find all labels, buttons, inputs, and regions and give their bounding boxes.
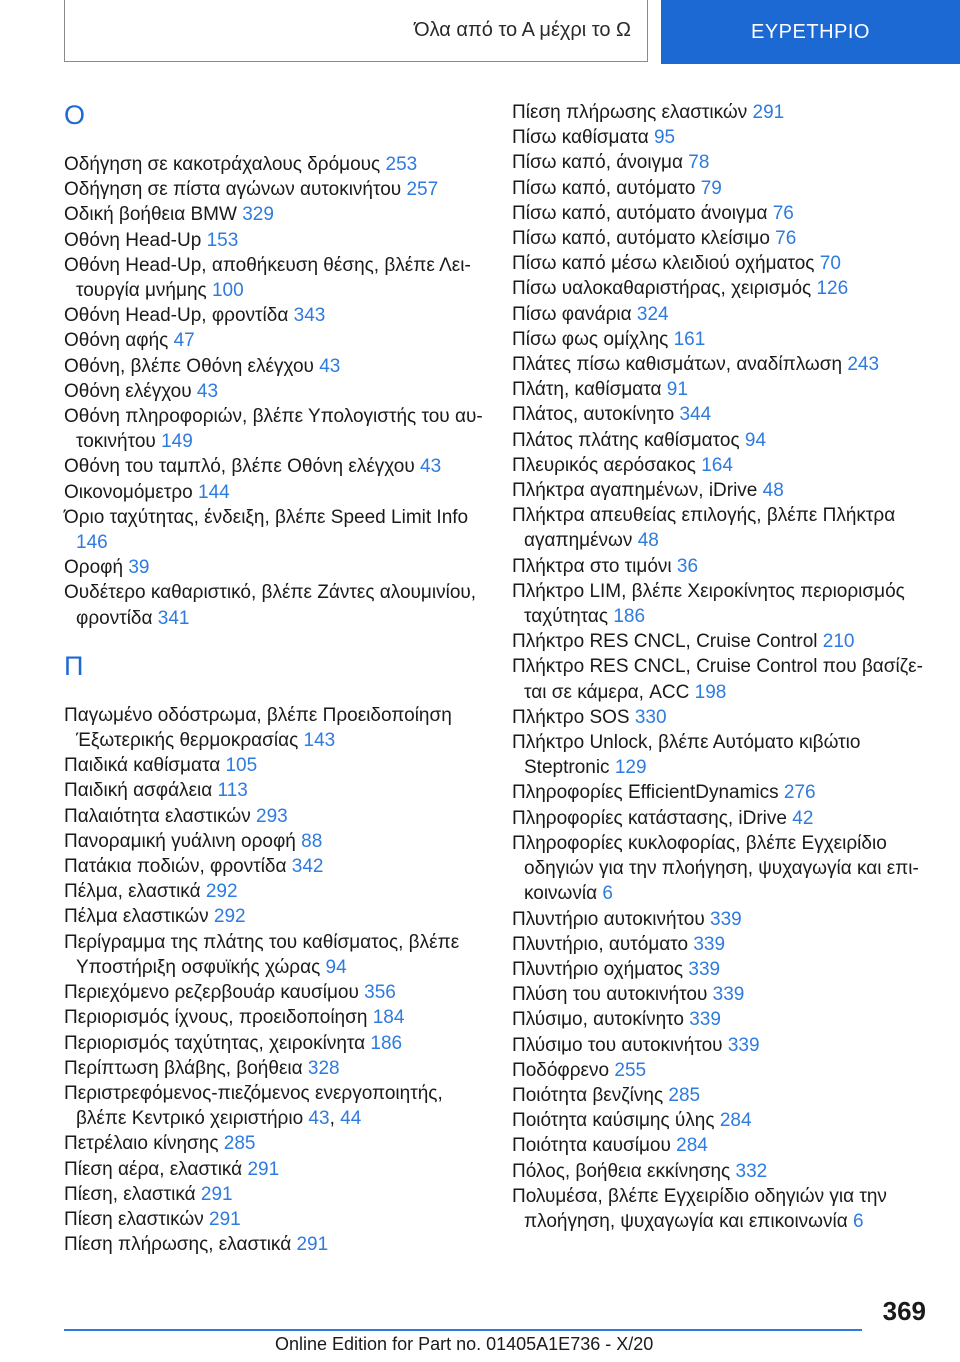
index-entry-text: Οθόνη του ταμπλό, βλέπε Οθόνη ελέγχου bbox=[64, 456, 420, 478]
index-entry-text: Πίσω καπό, αυτόματο κλείσιμο bbox=[512, 228, 776, 250]
index-entry bbox=[512, 1007, 932, 1032]
index-entry-text: Οθόνη, βλέπε Οθόνη ελέγχου bbox=[64, 355, 320, 377]
index-entry bbox=[64, 854, 484, 879]
index-entry bbox=[64, 1182, 484, 1207]
index-entry bbox=[64, 904, 484, 929]
index-entry-text: Πλήκτρο RES CNCL, Cruise Control bbox=[512, 631, 823, 653]
page-reference-link[interactable]: 39 bbox=[128, 557, 150, 579]
index-entry bbox=[512, 730, 932, 780]
index-entry bbox=[512, 302, 932, 327]
entry-list-o bbox=[64, 152, 484, 631]
page-reference-link[interactable]: 43 bbox=[420, 456, 442, 478]
index-entry-text: Οδική βοήθεια BMW bbox=[64, 204, 243, 226]
index-entry-text: Πόλος, βοήθεια εκκίνησης bbox=[512, 1160, 736, 1182]
page-reference-link[interactable]: 284 bbox=[719, 1110, 752, 1132]
page-reference-link[interactable]: 329 bbox=[242, 204, 274, 226]
index-entry-text: Παιδικά καθίσματα bbox=[64, 755, 226, 777]
index-entry-text: Πίσω υαλοκαθαριστήρας, χειρισμός bbox=[512, 278, 817, 300]
index-entry bbox=[512, 1184, 932, 1234]
page-reference-link[interactable]: 344 bbox=[679, 404, 712, 426]
page-reference-link[interactable]: 186 bbox=[370, 1032, 403, 1054]
index-entry-text: Πλήκτρο RES CNCL, Cruise Control που βασίζεται σε κάμερα, ACC bbox=[512, 656, 923, 703]
page-reference-link[interactable]: 339 bbox=[712, 984, 745, 1006]
index-entry-text: Πλυντήριο, αυτόματο bbox=[512, 933, 694, 955]
index-entry bbox=[512, 982, 932, 1007]
index-entry bbox=[64, 505, 484, 555]
index-entry-text: Πέλμα, ελαστικά bbox=[64, 881, 206, 903]
page-reference-link[interactable]: 143 bbox=[303, 730, 336, 752]
page-reference-link[interactable]: 356 bbox=[364, 982, 396, 1004]
index-entry-text: Πλάτη, καθίσματα bbox=[512, 379, 667, 401]
index-entry-text: Ποδόφρενο bbox=[512, 1059, 615, 1081]
page-reference-link[interactable]: 339 bbox=[693, 933, 726, 955]
index-entry bbox=[512, 780, 932, 805]
page-reference-link[interactable]: 164 bbox=[701, 454, 733, 476]
index-entry-text: Πληροφορίες EfficientDynamics bbox=[512, 782, 784, 804]
page-reference-link[interactable]: 253 bbox=[385, 154, 418, 175]
page-reference-link[interactable]: 292 bbox=[213, 906, 246, 928]
page-reference-link[interactable]: 79 bbox=[700, 177, 722, 199]
index-entry-text: Παγωμένο οδόστρωμα, βλέπε Προειδοποίηση Έξωτερικής θερμοκρασίας bbox=[64, 704, 452, 752]
index-entry-text: Πίσω καπό μέσω κλειδιού οχήματος bbox=[512, 253, 820, 275]
page-reference-link[interactable]: 78 bbox=[688, 152, 710, 174]
index-entry bbox=[512, 1058, 932, 1083]
index-entry-text: Οικονομόμετρο bbox=[64, 481, 198, 503]
page-reference-link[interactable]: 291 bbox=[752, 102, 785, 123]
page-reference-link[interactable]: 198 bbox=[694, 681, 727, 703]
page-reference-link[interactable]: 100 bbox=[211, 280, 244, 302]
page-reference-link[interactable]: 285 bbox=[668, 1084, 701, 1106]
page-reference-link[interactable]: 339 bbox=[710, 908, 742, 930]
index-entry bbox=[64, 930, 484, 980]
index-entry bbox=[64, 480, 484, 505]
page-reference-link[interactable]: 257 bbox=[406, 179, 439, 201]
index-entry bbox=[64, 328, 484, 353]
index-entry bbox=[512, 327, 932, 352]
page-reference-link[interactable]: 285 bbox=[223, 1133, 256, 1155]
index-entry-text: Πανοραμική γυάλινη οροφή bbox=[64, 830, 302, 852]
index-entry-text: Πίσω καπό, αυτόματο bbox=[512, 177, 701, 199]
index-entry bbox=[512, 1083, 932, 1108]
page-reference-link[interactable]: 149 bbox=[161, 431, 193, 453]
index-entry bbox=[64, 980, 484, 1005]
index-entry bbox=[512, 276, 932, 301]
index-entry-text: Οθόνη Head-Up, φροντίδα bbox=[64, 305, 294, 327]
page-reference-link[interactable]: 339 bbox=[689, 1009, 721, 1031]
index-entry-text: Πίσω καπό, αυτόματο άνοιγμα bbox=[512, 202, 773, 224]
index-entry bbox=[512, 1033, 932, 1058]
index-entry bbox=[64, 1005, 484, 1030]
index-entry bbox=[64, 379, 484, 404]
index-entry-text: Πίεση αέρα, ελαστικά bbox=[64, 1158, 248, 1180]
index-entry bbox=[512, 831, 932, 907]
index-entry bbox=[64, 177, 484, 202]
index-entry bbox=[512, 1108, 932, 1133]
footer-edition: Online Edition for Part no. 01405A1E736 - X/20 bbox=[275, 1334, 654, 1354]
page-reference-link[interactable]: 291 bbox=[296, 1234, 329, 1256]
breadcrumb-label: Όλα από το Α μέχρι το Ω bbox=[414, 19, 631, 41]
index-entry-text: Πλήκτρα στο τιμόνι bbox=[512, 555, 677, 577]
index-entry bbox=[64, 1081, 484, 1131]
index-entry-text: Οθόνη ελέγχου bbox=[64, 380, 197, 402]
index-column-left bbox=[64, 100, 484, 1257]
index-entry bbox=[64, 454, 484, 479]
index-entry-text: Περιεχόμενο ρεζερβουάρ καυσίμου bbox=[64, 982, 365, 1004]
index-entry bbox=[64, 580, 484, 630]
index-entry-text: Πλάτος πλάτης καθίσματος bbox=[512, 429, 745, 451]
page-reference-link[interactable]: 129 bbox=[614, 757, 647, 779]
index-entry bbox=[512, 705, 932, 730]
page-reference-link[interactable]: 44 bbox=[340, 1108, 362, 1130]
page-reference-link[interactable]: 330 bbox=[634, 706, 667, 728]
page-reference-link[interactable]: 339 bbox=[727, 1034, 760, 1056]
index-entry-text: Πίεση ελαστικών bbox=[64, 1208, 209, 1230]
index-entry-text: Οδήγηση σε κακοτράχαλους δρόμους bbox=[64, 154, 386, 175]
index-entry-text: Ποιότητα καυσίμου bbox=[512, 1135, 677, 1157]
index-entry-text: Πίεση πλήρωσης ελαστικών bbox=[512, 102, 753, 123]
index-entry-text: Περιστρεφόμενος-πιεζόμενος ενεργοποιητής, βλέπε Κεντρικό χειριστήριο bbox=[64, 1082, 443, 1130]
index-entry bbox=[64, 202, 484, 227]
index-entry bbox=[512, 1159, 932, 1184]
page-reference-link[interactable]: 6 bbox=[853, 1210, 864, 1232]
index-entry-text: Πίσω φανάρια bbox=[512, 303, 637, 325]
page-reference-link[interactable]: 339 bbox=[688, 958, 721, 980]
index-entry bbox=[64, 879, 484, 904]
index-entry bbox=[512, 654, 932, 704]
index-entry bbox=[64, 829, 484, 854]
index-entry-text: Πλάτες πίσω καθισμάτων, αναδίπλωση bbox=[512, 354, 848, 376]
index-entry-text: Πλύσιμο, αυτοκίνητο bbox=[512, 1009, 690, 1031]
index-entry bbox=[64, 303, 484, 328]
index-entry-text: Ποιότητα καύσιμης ύλης bbox=[512, 1110, 720, 1132]
index-entry bbox=[64, 1157, 484, 1182]
index-entry bbox=[512, 150, 932, 175]
index-entry bbox=[64, 404, 484, 454]
index-entry-text: Πολυμέσα, βλέπε Εγχειρίδιο οδηγιών για την πλοήγηση, ψυχαγωγία και επικοινωνία bbox=[512, 1185, 887, 1232]
page-reference-link[interactable]: 48 bbox=[637, 530, 659, 552]
page-reference-link[interactable]: 161 bbox=[673, 328, 706, 350]
index-entry bbox=[512, 251, 932, 276]
index-entry bbox=[512, 957, 932, 982]
index-entry bbox=[512, 453, 932, 478]
page-header bbox=[64, 0, 960, 64]
index-entry bbox=[512, 125, 932, 150]
index-entry bbox=[64, 778, 484, 803]
footer-divider bbox=[64, 1329, 862, 1331]
index-column-right bbox=[512, 100, 932, 1234]
index-entry-text: Πλευρικός αερόσακος bbox=[512, 454, 702, 476]
index-entry bbox=[512, 629, 932, 654]
index-entry-text: Πίσω καθίσματα bbox=[512, 127, 654, 149]
page-reference-link[interactable]: 332 bbox=[735, 1160, 768, 1182]
index-entry-text: Οθόνη αφής bbox=[64, 330, 174, 352]
index-entry-text: Πλύσιμο του αυτοκινήτου bbox=[512, 1034, 728, 1056]
index-entry bbox=[64, 753, 484, 778]
page-reference-link[interactable]: 324 bbox=[636, 303, 669, 325]
page-reference-link[interactable]: 76 bbox=[772, 202, 794, 224]
index-entry bbox=[512, 352, 932, 377]
index-entry bbox=[64, 152, 484, 177]
index-entry bbox=[512, 806, 932, 831]
index-entry-text: Οθόνη Head-Up, αποθήκευση θέσης, βλέπε Λειτουργία μνήμης bbox=[64, 254, 471, 302]
page-reference-link[interactable]: 95 bbox=[653, 127, 676, 149]
index-entry bbox=[64, 228, 484, 253]
page-reference-link[interactable]: 292 bbox=[205, 881, 238, 903]
index-entry bbox=[64, 1207, 484, 1232]
index-entry-text: Ουδέτερο καθαριστικό, βλέπε Ζάντες αλουμινίου, φροντίδα bbox=[64, 582, 477, 629]
index-entry-text: Πλήκτρα αγαπημένων, iDrive bbox=[512, 480, 763, 502]
index-entry-text: Περίγραμμα της πλάτης του καθίσματος, βλέπε Υποστήριξη οσφυϊκής χώρας bbox=[64, 931, 460, 978]
index-entry-text: Πλήκτρο Unlock, βλέπε Αυτόματο κιβώτιο Steptronic bbox=[512, 732, 861, 779]
index-entry bbox=[512, 428, 932, 453]
index-entry-text: Ποιότητα βενζίνης bbox=[512, 1084, 669, 1106]
page-reference-link[interactable]: 210 bbox=[822, 631, 855, 653]
page-reference-link[interactable]: 43 bbox=[196, 380, 219, 402]
index-entry-text: Πληροφορίες κατάστασης, iDrive bbox=[512, 807, 793, 829]
page-reference-link[interactable]: 144 bbox=[198, 481, 230, 503]
page-reference-link[interactable]: 88 bbox=[301, 830, 323, 852]
index-entry-text: Περιορισμός ίχνους, προειδοποίηση bbox=[64, 1007, 373, 1029]
page-reference-link[interactable]: 113 bbox=[217, 780, 248, 802]
page-reference-link[interactable]: 94 bbox=[325, 956, 347, 978]
page-reference-link[interactable]: 43 bbox=[319, 355, 341, 377]
page-number: 369 bbox=[882, 1296, 926, 1326]
page-reference-link[interactable]: 126 bbox=[816, 278, 849, 300]
index-entry bbox=[512, 100, 932, 125]
page-reference-link[interactable]: 342 bbox=[291, 856, 324, 878]
tab-index[interactable] bbox=[661, 0, 960, 64]
index-entry bbox=[64, 1056, 484, 1081]
page-reference-link[interactable]: 291 bbox=[247, 1158, 280, 1180]
index-entry bbox=[512, 226, 932, 251]
page-reference-link[interactable]: 70 bbox=[819, 253, 841, 275]
page-reference-link[interactable]: 291 bbox=[209, 1208, 241, 1230]
page-reference-link[interactable]: 6 bbox=[602, 883, 613, 905]
index-entry bbox=[512, 1133, 932, 1158]
index-entry bbox=[64, 354, 484, 379]
page-reference-link[interactable]: 293 bbox=[256, 805, 288, 827]
index-entry bbox=[512, 201, 932, 226]
index-entry-text: Πλάτος, αυτοκίνητο bbox=[512, 404, 680, 426]
index-entry bbox=[64, 253, 484, 303]
page-reference-link[interactable]: 76 bbox=[775, 228, 797, 250]
page-reference-link[interactable]: 184 bbox=[372, 1007, 405, 1029]
index-entry-text: Οδήγηση σε πίστα αγώνων αυτοκινήτου bbox=[64, 179, 407, 201]
page-reference-link[interactable]: 105 bbox=[225, 755, 258, 777]
index-entry-text: Πίσω καπό, άνοιγμα bbox=[512, 152, 689, 174]
index-entry bbox=[512, 478, 932, 503]
page-reference-link[interactable]: 153 bbox=[206, 229, 239, 251]
index-entry-text: Πληροφορίες κυκλοφορίας, βλέπε Εγχειρίδιο οδηγιών για την πλοήγηση, ψυχαγωγία και επικοινωνία bbox=[512, 832, 919, 905]
index-entry bbox=[512, 579, 932, 629]
page-reference-link[interactable]: 243 bbox=[847, 354, 880, 376]
breadcrumb[interactable] bbox=[64, 0, 648, 62]
page-reference-separator: , bbox=[329, 1108, 341, 1130]
index-entry-text: Πλυντήριο αυτοκινήτου bbox=[512, 908, 711, 930]
index-entry bbox=[512, 503, 932, 553]
page-reference-link[interactable]: 91 bbox=[666, 379, 688, 401]
page-reference-link[interactable]: 255 bbox=[614, 1059, 647, 1081]
entry-list-right bbox=[512, 100, 932, 1234]
index-entry-text: Πλύση του αυτοκινήτου bbox=[512, 984, 713, 1006]
index-entry bbox=[64, 804, 484, 829]
page-reference-link[interactable]: 284 bbox=[676, 1135, 708, 1157]
index-entry-text: Πίεση πλήρωσης, ελαστικά bbox=[64, 1234, 297, 1256]
page-reference-link[interactable]: 94 bbox=[744, 429, 767, 451]
index-entry bbox=[64, 555, 484, 580]
section-letter-o: O bbox=[64, 100, 86, 130]
index-entry bbox=[64, 1232, 484, 1257]
page-reference-link[interactable]: 42 bbox=[792, 807, 814, 829]
index-entry-text: Πίεση, ελαστικά bbox=[64, 1183, 201, 1205]
index-entry-text: Πέλμα ελαστικών bbox=[64, 906, 214, 928]
index-entry bbox=[512, 932, 932, 957]
page-reference-link[interactable]: 328 bbox=[307, 1057, 340, 1079]
page-reference-link[interactable]: 43 bbox=[308, 1108, 330, 1130]
index-entry bbox=[64, 703, 484, 753]
index-entry-text: Πλήκτρα απευθείας επιλογής, βλέπε Πλήκτρα αγαπημένων bbox=[512, 505, 896, 552]
index-entry-text: Παιδική ασφάλεια bbox=[64, 780, 218, 802]
tab-index-label: ΕΥΡΕΤΗΡΙΟ bbox=[751, 20, 870, 43]
index-entry-text: Οθόνη πληροφοριών, βλέπε Υπολογιστής του αυτοκινήτου bbox=[64, 406, 483, 453]
index-entry bbox=[512, 402, 932, 427]
index-entry-text: Περιορισμός ταχύτητας, χειροκίνητα bbox=[64, 1032, 371, 1054]
page-reference-link[interactable]: 48 bbox=[762, 480, 784, 502]
page-reference-link[interactable]: 341 bbox=[157, 607, 190, 629]
index-entry-text: Οθόνη Head-Up bbox=[64, 229, 207, 251]
index-entry bbox=[512, 907, 932, 932]
page-reference-link[interactable]: 36 bbox=[676, 555, 699, 577]
page-reference-link[interactable]: 47 bbox=[173, 330, 195, 352]
page-reference-link[interactable]: 186 bbox=[613, 606, 646, 628]
index-entry-text: Παλαιότητα ελαστικών bbox=[64, 805, 256, 827]
section-letter-p: Π bbox=[64, 650, 84, 681]
index-entry-text: Περίπτωση βλάβης, βοήθεια bbox=[64, 1057, 308, 1079]
page-reference-link[interactable]: 276 bbox=[783, 782, 816, 804]
page-reference-link[interactable]: 146 bbox=[76, 532, 108, 554]
index-entry bbox=[512, 176, 932, 201]
entry-list-p bbox=[64, 703, 484, 1257]
index-entry-text: Οροφή bbox=[64, 557, 129, 579]
index-entry-text: Όριο ταχύτητας, ένδειξη, βλέπε Speed Limit Info bbox=[64, 506, 469, 528]
index-entry-text: Πλυντήριο οχήματος bbox=[512, 958, 689, 980]
index-entry bbox=[64, 1031, 484, 1056]
index-entry-text: Πίσω φως ομίχλης bbox=[512, 328, 674, 350]
index-entry bbox=[64, 1131, 484, 1156]
index-entry bbox=[512, 554, 932, 579]
index-entry-text: Πλήκτρο SOS bbox=[512, 706, 635, 728]
page-reference-link[interactable]: 343 bbox=[293, 305, 326, 327]
index-entry-text: Πλήκτρο LIM, βλέπε Χειροκίνητος περιορισμός ταχύτητας bbox=[512, 580, 905, 628]
index-entry bbox=[512, 377, 932, 402]
page-reference-link[interactable]: 291 bbox=[200, 1183, 233, 1205]
index-entry-text: Πατάκια ποδιών, φροντίδα bbox=[64, 856, 292, 878]
index-entry-text: Πετρέλαιο κίνησης bbox=[64, 1133, 224, 1155]
